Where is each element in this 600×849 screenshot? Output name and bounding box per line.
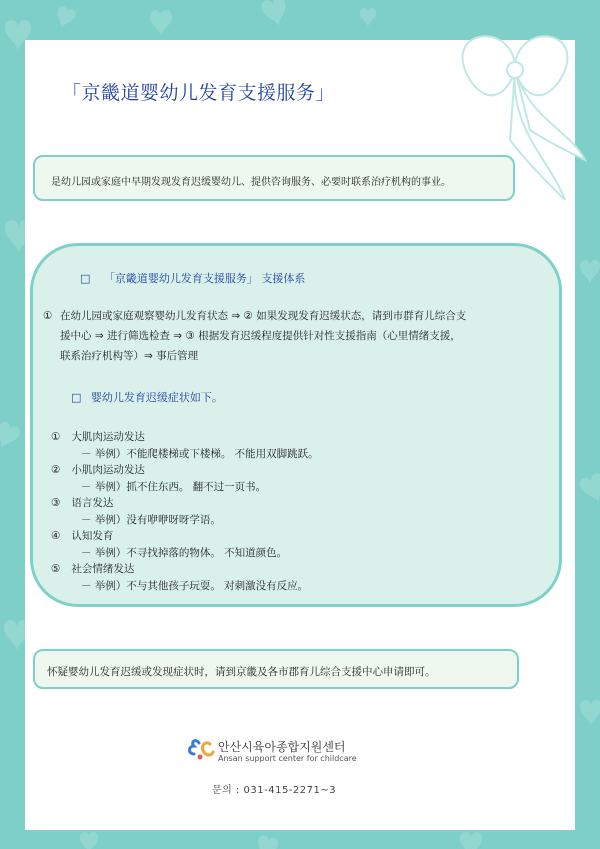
intro-box (33, 155, 515, 201)
sc-logo-icon (186, 736, 216, 762)
symptom-example: － 举例）不与其他孩子玩耍。 对刺激没有反应。 (81, 579, 309, 592)
intro-text: 是幼儿园或家庭中早期发现发育迟缓婴幼儿、提供咨询服务、必要时联系治疗机构的事业。 (51, 177, 451, 188)
symptom-example: － 举例）不能爬楼梯或下楼梯。 不能用双脚跳跃。 (81, 447, 319, 460)
symptom-item: ③ 语言发达 (51, 497, 114, 509)
symptom-example: － 举例）没有咿咿呀呀学语。 (81, 513, 221, 526)
contact-phone: 문의 : 031-415-2271~3 (212, 785, 337, 796)
symptom-example: － 举例）不寻找掉落的物体。 不知道颜色。 (81, 546, 288, 559)
symptoms-heading (71, 389, 223, 405)
org-name-english: Ansan support center for childcare (218, 754, 357, 763)
support-system-box (30, 243, 562, 607)
square-bullet-icon: □ (71, 391, 82, 404)
flow-line: 联系治疗机构等）⇒ 事后管理 (60, 350, 199, 362)
support-system-heading-text: 「京畿道婴幼儿发育支援服务」 支援体系 (103, 272, 306, 285)
contact-note-box (33, 649, 519, 689)
flow-line: ① 在幼儿园或家庭观察婴幼儿发育状态 ⇒ ② 如果发现发育迟缓状态，请到市群育儿综合支 (43, 310, 467, 322)
symptom-example: － 举例）抓不住东西。 翻不过一页书。 (81, 480, 267, 493)
support-flow (43, 306, 553, 366)
symptom-list (51, 429, 319, 594)
flow-line: 援中心 ⇒ 进行筛选检查 ⇒ ③ 根据发育迟缓程度提供针对性支援指南（心里情绪支援， (60, 330, 461, 342)
support-system-heading (80, 270, 305, 286)
symptom-item: ① 大肌肉运动发达 (51, 431, 145, 443)
contact-note-text: 怀疑婴幼儿发育迟缓或发现症状时，请到京畿及各市郡育儿综合支援中心申请即可。 (47, 666, 436, 678)
page-title: 「京畿道婴幼儿发育支援服务」 (62, 82, 336, 104)
org-name-korean: 안산시육아종합지원센터 (218, 740, 346, 754)
symptom-item: ⑤ 社会情绪发达 (51, 563, 135, 575)
square-bullet-icon: □ (80, 272, 91, 285)
symptoms-heading-text: 婴幼儿发育迟缓症状如下。 (90, 391, 223, 404)
symptom-item: ④ 认知发育 (51, 530, 114, 542)
symptom-item: ② 小肌肉运动发达 (51, 464, 145, 476)
